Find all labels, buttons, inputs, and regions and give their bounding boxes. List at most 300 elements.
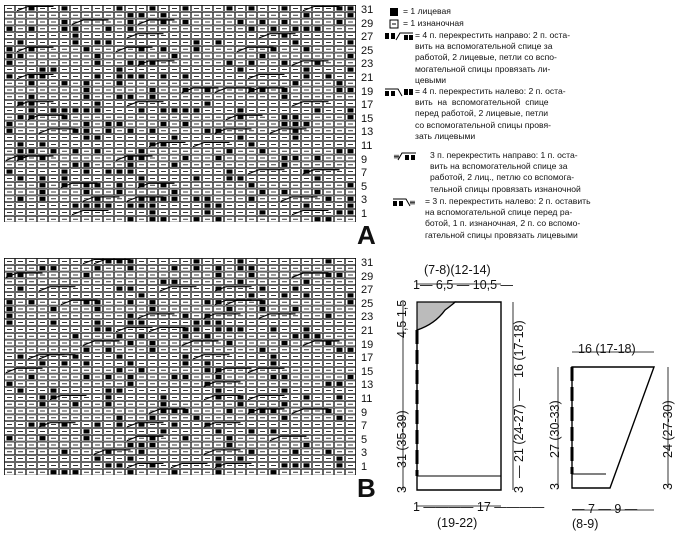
knit-stitch	[128, 361, 134, 365]
knit-stitch	[337, 348, 343, 352]
body-top-sizes: (7-8)(12-14)	[424, 263, 491, 277]
knit-stitch	[128, 20, 134, 24]
knit-stitch	[205, 334, 211, 338]
knit-stitch	[183, 375, 189, 379]
body-right-top: 16 (17-18)	[512, 320, 526, 378]
knit-stitch	[249, 142, 255, 146]
knit-stitch	[216, 266, 222, 270]
knit-stitch	[326, 217, 332, 221]
knit-stitch	[84, 436, 90, 440]
knit-stitch	[304, 74, 310, 78]
knit-stitch	[51, 266, 57, 270]
knit-stitch	[84, 170, 90, 174]
knit-stitch	[194, 266, 200, 270]
knit-stitch	[40, 68, 46, 72]
knit-stitch	[150, 300, 156, 304]
knit-stitch	[249, 183, 255, 187]
knit-stitch	[293, 115, 299, 119]
row-number: 27	[361, 284, 374, 297]
knit-stitch	[128, 170, 134, 174]
knit-stitch	[315, 190, 321, 194]
knit-stitch	[40, 197, 46, 201]
knit-stitch	[84, 122, 90, 126]
knit-stitch	[106, 395, 112, 399]
row-number: 19	[361, 85, 374, 98]
knit-stitch	[7, 307, 13, 311]
knit-stitch	[128, 341, 134, 345]
knit-stitch	[161, 429, 167, 433]
knit-stitch	[84, 163, 90, 167]
knit-stitch	[271, 27, 277, 31]
knit-stitch	[348, 293, 354, 297]
knit-stitch	[7, 54, 13, 58]
legend-cross3-left: = 3 п. перекрестить налево: 2 п. оставить на вспомогательной спице перед ра- ботой, 1 п. изнаночная, 2 п. со вспомо- гательной спицы провязать лицевыми	[425, 196, 591, 240]
chart-a-letter: A	[357, 220, 376, 250]
knit-stitch	[337, 395, 343, 399]
knit-stitch	[271, 327, 277, 331]
knit-stitch	[304, 280, 310, 284]
legend-cross4-left: = 4 п. перекрестить налево: 2 п. оста- вить на вспомогательной спице перед работой, 2 лицевые, петли со вспомогательной спицы провя- зать лицевыми	[415, 86, 566, 141]
knit-stitch	[84, 361, 90, 365]
knit-stitch	[117, 463, 123, 467]
knit-stitch	[183, 436, 189, 440]
knit-stitch	[29, 108, 35, 112]
knit-stitch	[84, 47, 90, 51]
knit-stitch	[326, 382, 332, 386]
knit-stitch	[117, 355, 123, 359]
row-number: 31	[361, 4, 374, 16]
row-number: 7	[361, 420, 368, 433]
knit-stitch	[337, 210, 343, 214]
svg-text:≡: ≡	[409, 198, 416, 207]
knit-stitch	[337, 463, 343, 467]
knit-stitch	[183, 108, 189, 112]
knit-stitch	[7, 170, 13, 174]
knit-stitch	[172, 280, 178, 284]
knit-stitch	[293, 40, 299, 44]
body-top-dims: 1— 6,5 — 10,5 —	[413, 278, 514, 292]
knit-stitch	[216, 273, 222, 277]
knit-stitch	[238, 280, 244, 284]
knit-stitch	[18, 115, 24, 119]
knit-stitch	[260, 149, 266, 153]
knit-stitch	[106, 40, 112, 44]
knit-stitch	[117, 416, 123, 420]
knit-stitch	[227, 443, 233, 447]
knit-stitch	[282, 122, 288, 126]
knit-stitch	[183, 361, 189, 365]
knit-stitch	[106, 375, 112, 379]
knit-stitch	[282, 463, 288, 467]
knit-stitch	[161, 47, 167, 51]
cross4-left-icon	[384, 87, 414, 97]
knit-stitch	[337, 149, 343, 153]
knit-stitch	[117, 183, 123, 187]
knit-stitch	[304, 443, 310, 447]
knit-stitch	[304, 204, 310, 208]
knit-stitch	[216, 327, 222, 331]
knit-stitch	[304, 68, 310, 72]
knit-stitch	[205, 204, 211, 208]
knit-stitch	[205, 361, 211, 365]
knit-stitch	[293, 463, 299, 467]
knit-stitch	[139, 293, 145, 297]
knit-stitch	[271, 470, 277, 474]
knit-stitch	[29, 27, 35, 31]
chart-b-letter: B	[357, 473, 376, 503]
knit-stitch	[304, 13, 310, 17]
knit-stitch	[194, 259, 200, 263]
knit-stitch	[194, 108, 200, 112]
knit-stitch	[161, 108, 167, 112]
knit-stitch	[139, 176, 145, 180]
cross3-right-icon	[392, 151, 418, 161]
knit-stitch	[293, 136, 299, 140]
knit-stitch	[150, 307, 156, 311]
row-number: 1	[361, 461, 368, 473]
legend-knit: = 1 лицевая	[403, 6, 451, 16]
knit-stitch	[73, 402, 79, 406]
stitch-chart-a	[4, 5, 356, 222]
knit-stitch	[293, 122, 299, 126]
knit-stitch	[282, 20, 288, 24]
knit-stitch	[18, 142, 24, 146]
knit-stitch	[227, 61, 233, 65]
knit-stitch	[73, 108, 79, 112]
knit-stitch	[18, 355, 24, 359]
knit-stitch	[128, 300, 134, 304]
knit-stitch	[238, 20, 244, 24]
knit-stitch	[62, 450, 68, 454]
knit-stitch	[337, 20, 343, 24]
knit-stitch	[183, 314, 189, 318]
knit-stitch	[260, 287, 266, 291]
knit-stitch	[293, 81, 299, 85]
knit-stitch	[7, 27, 13, 31]
knit-stitch	[139, 74, 145, 78]
knit-stitch	[172, 375, 178, 379]
knit-stitch	[348, 183, 354, 187]
knit-stitch	[117, 287, 123, 291]
knit-stitch	[205, 210, 211, 214]
knit-stitch	[117, 423, 123, 427]
knit-stitch	[271, 355, 277, 359]
knit-stitch	[7, 314, 13, 318]
knit-stitch	[7, 61, 13, 65]
knit-stitch	[315, 217, 321, 221]
knit-stitch	[238, 266, 244, 270]
knit-stitch	[227, 6, 233, 10]
knit-stitch	[128, 470, 134, 474]
knit-stitch	[84, 136, 90, 140]
row-number: 5	[361, 180, 368, 193]
knit-stitch	[150, 341, 156, 345]
knit-stitch	[227, 170, 233, 174]
knit-stitch	[293, 307, 299, 311]
knit-stitch	[62, 27, 68, 31]
knit-stitch	[106, 327, 112, 331]
knit-stitch	[18, 149, 24, 153]
knit-stitch	[117, 68, 123, 72]
knit-stitch	[348, 375, 354, 379]
knit-stitch	[73, 27, 79, 31]
knit-stitch	[348, 149, 354, 153]
knit-stitch	[62, 470, 68, 474]
knit-stitch	[304, 334, 310, 338]
knit-stitch	[106, 402, 112, 406]
body-right-bottom: 3	[512, 486, 526, 493]
knit-stitch	[150, 210, 156, 214]
knit-stitch	[282, 389, 288, 393]
knit-stitch	[238, 68, 244, 72]
knit-stitch	[172, 423, 178, 427]
knit-stitch	[326, 450, 332, 454]
knit-stitch	[40, 402, 46, 406]
knit-stitch	[282, 95, 288, 99]
knit-stitch	[51, 149, 57, 153]
knit-stitch	[128, 27, 134, 31]
knit-stitch	[216, 217, 222, 221]
knit-stitch	[172, 470, 178, 474]
knit-stitch	[95, 40, 101, 44]
knit-stitch	[282, 402, 288, 406]
knit-stitch	[227, 327, 233, 331]
row-number: 11	[361, 393, 373, 405]
knit-stitch	[139, 450, 145, 454]
knit-stitch	[238, 259, 244, 263]
knit-stitch	[139, 149, 145, 153]
sleeve-right-bottom: 3	[661, 483, 675, 490]
row-number: 13	[361, 126, 374, 139]
knit-stitch	[62, 176, 68, 180]
knit-stitch	[183, 355, 189, 359]
knit-stitch	[282, 115, 288, 119]
knit-stitch	[40, 436, 46, 440]
knit-stitch	[293, 287, 299, 291]
knit-stitch	[62, 20, 68, 24]
svg-text:≡: ≡	[393, 152, 400, 161]
knit-stitch	[282, 156, 288, 160]
knit-stitch	[95, 136, 101, 140]
knit-stitch	[150, 348, 156, 352]
knit-stitch	[227, 341, 233, 345]
row-number: 21	[361, 325, 374, 337]
knit-stitch	[51, 470, 57, 474]
knit-stitch	[117, 389, 123, 393]
knit-stitch	[18, 197, 24, 201]
knit-stitch	[282, 375, 288, 379]
knit-stitch	[194, 47, 200, 51]
knit-stitch	[73, 34, 79, 38]
knit-stitch	[183, 122, 189, 126]
knit-stitch	[205, 300, 211, 304]
knit-stitch	[128, 443, 134, 447]
knit-stitch	[7, 74, 13, 78]
knit-stitch	[150, 6, 156, 10]
knit-stitch	[348, 6, 354, 10]
knit-stitch	[260, 307, 266, 311]
knit-stitch	[7, 47, 13, 51]
knit-stitch	[238, 327, 244, 331]
knit-stitch	[150, 95, 156, 99]
knit-stitch	[172, 136, 178, 140]
knit-stitch	[337, 382, 343, 386]
knit-stitch	[29, 95, 35, 99]
knit-stitch	[7, 321, 13, 325]
knit-stitch	[128, 13, 134, 17]
knit-stitch	[62, 361, 68, 365]
knit-stitch	[139, 368, 145, 372]
knit-stitch	[84, 190, 90, 194]
knit-stitch	[117, 190, 123, 194]
knit-stitch	[260, 190, 266, 194]
knit-stitch	[172, 108, 178, 112]
knit-stitch	[249, 293, 255, 297]
knit-stitch	[18, 176, 24, 180]
knit-stitch	[161, 217, 167, 221]
knit-stitch	[348, 54, 354, 58]
row-number: 23	[361, 311, 374, 324]
knit-stitch	[95, 457, 101, 461]
knit-stitch	[84, 273, 90, 277]
knit-stitch	[282, 61, 288, 65]
knit-stitch	[62, 108, 68, 112]
knit-stitch	[84, 88, 90, 92]
knit-stitch	[238, 136, 244, 140]
knit-stitch	[282, 293, 288, 297]
knit-stitch	[205, 129, 211, 133]
knit-stitch	[227, 149, 233, 153]
knit-stitch	[139, 13, 145, 17]
body-right-mid: — 21 (24-27) —	[512, 388, 526, 478]
knit-stitch	[40, 183, 46, 187]
body-left-bottom: 3	[395, 486, 409, 493]
knit-stitch	[106, 348, 112, 352]
knit-stitch	[7, 300, 13, 304]
sleeve-bottom-sizes: (8-9)	[572, 517, 599, 531]
knit-stitch	[348, 68, 354, 72]
knit-stitch	[18, 389, 24, 393]
knit-stitch	[150, 416, 156, 420]
knit-stitch	[260, 20, 266, 24]
knit-stitch	[73, 470, 79, 474]
knit-stitch	[95, 108, 101, 112]
knit-stitch	[73, 163, 79, 167]
knit-stitch	[128, 163, 134, 167]
knit-stitch	[84, 108, 90, 112]
knit-stitch	[84, 95, 90, 99]
knit-stitch	[348, 300, 354, 304]
knit-stitch	[216, 375, 222, 379]
sleeve-bottom-dims: — 7 — 9 —	[572, 502, 638, 516]
knit-stitch	[216, 470, 222, 474]
knit-stitch	[249, 273, 255, 277]
row-number: 27	[361, 31, 374, 44]
knit-stitch	[337, 416, 343, 420]
knit-stitch	[194, 327, 200, 331]
knit-stitch	[238, 457, 244, 461]
knit-stitch	[304, 122, 310, 126]
row-number: 21	[361, 72, 374, 84]
knit-stitch	[128, 74, 134, 78]
knit-stitch	[40, 361, 46, 365]
knit-stitch	[40, 266, 46, 270]
knit-stitch	[337, 81, 343, 85]
knit-stitch	[249, 450, 255, 454]
knit-stitch	[183, 74, 189, 78]
knit-stitch	[183, 6, 189, 10]
cross4-right-icon	[384, 31, 414, 41]
row-number: 15	[361, 112, 374, 125]
knit-stitch	[117, 368, 123, 372]
knit-stitch	[117, 74, 123, 78]
knit-stitch	[172, 54, 178, 58]
legend-cross4-right: = 4 п. перекрестить направо: 2 п. оста- вить на вспомогательной спице за работой, 2 лицевые, петли со вспо- могательной спицы провязать ли- цевыми	[415, 30, 571, 85]
knit-stitch	[128, 129, 134, 133]
knit-stitch	[51, 321, 57, 325]
knit-stitch	[348, 197, 354, 201]
knit-stitch	[117, 170, 123, 174]
knit-stitch	[95, 149, 101, 153]
knit-stitch	[117, 334, 123, 338]
knit-stitch	[51, 68, 57, 72]
knit-stitch	[326, 259, 332, 263]
knit-stitch	[84, 429, 90, 433]
knit-stitch	[183, 334, 189, 338]
body-bottom-sizes: (19-22)	[437, 516, 478, 530]
knit-stitch	[40, 142, 46, 146]
knit-stitch	[304, 47, 310, 51]
knit-stitch	[40, 395, 46, 399]
knit-stitch	[7, 129, 13, 133]
knit-stitch	[95, 61, 101, 65]
knit-stitch	[282, 190, 288, 194]
knit-stitch	[194, 217, 200, 221]
knit-stitch	[304, 27, 310, 31]
knit-stitch	[139, 204, 145, 208]
knit-stitch	[216, 429, 222, 433]
knit-stitch	[150, 88, 156, 92]
knit-stitch	[139, 443, 145, 447]
knit-stitch	[172, 190, 178, 194]
knit-stitch	[216, 156, 222, 160]
knit-stitch	[128, 457, 134, 461]
knit-stitch	[249, 27, 255, 31]
knit-stitch	[304, 293, 310, 297]
knit-stitch	[95, 54, 101, 58]
knit-stitch	[282, 163, 288, 167]
row-number: 17	[361, 99, 374, 112]
knit-stitch	[249, 197, 255, 201]
knit-stitch	[150, 443, 156, 447]
knit-stitch	[128, 287, 134, 291]
knit-stitch	[18, 40, 24, 44]
knit-stitch	[172, 163, 178, 167]
knit-stitch	[348, 40, 354, 44]
knit-stitch	[271, 361, 277, 365]
knit-stitch	[18, 54, 24, 58]
knit-stitch	[161, 13, 167, 17]
knit-stitch	[62, 81, 68, 85]
knit-stitch	[348, 13, 354, 17]
knit-stitch	[315, 27, 321, 31]
legend-purl: = 1 изнаночная	[403, 18, 464, 28]
knit-stitch	[51, 108, 57, 112]
row-number: 7	[361, 167, 368, 180]
knit-stitch	[216, 457, 222, 461]
knit-stitch	[106, 389, 112, 393]
knit-stitch	[29, 375, 35, 379]
